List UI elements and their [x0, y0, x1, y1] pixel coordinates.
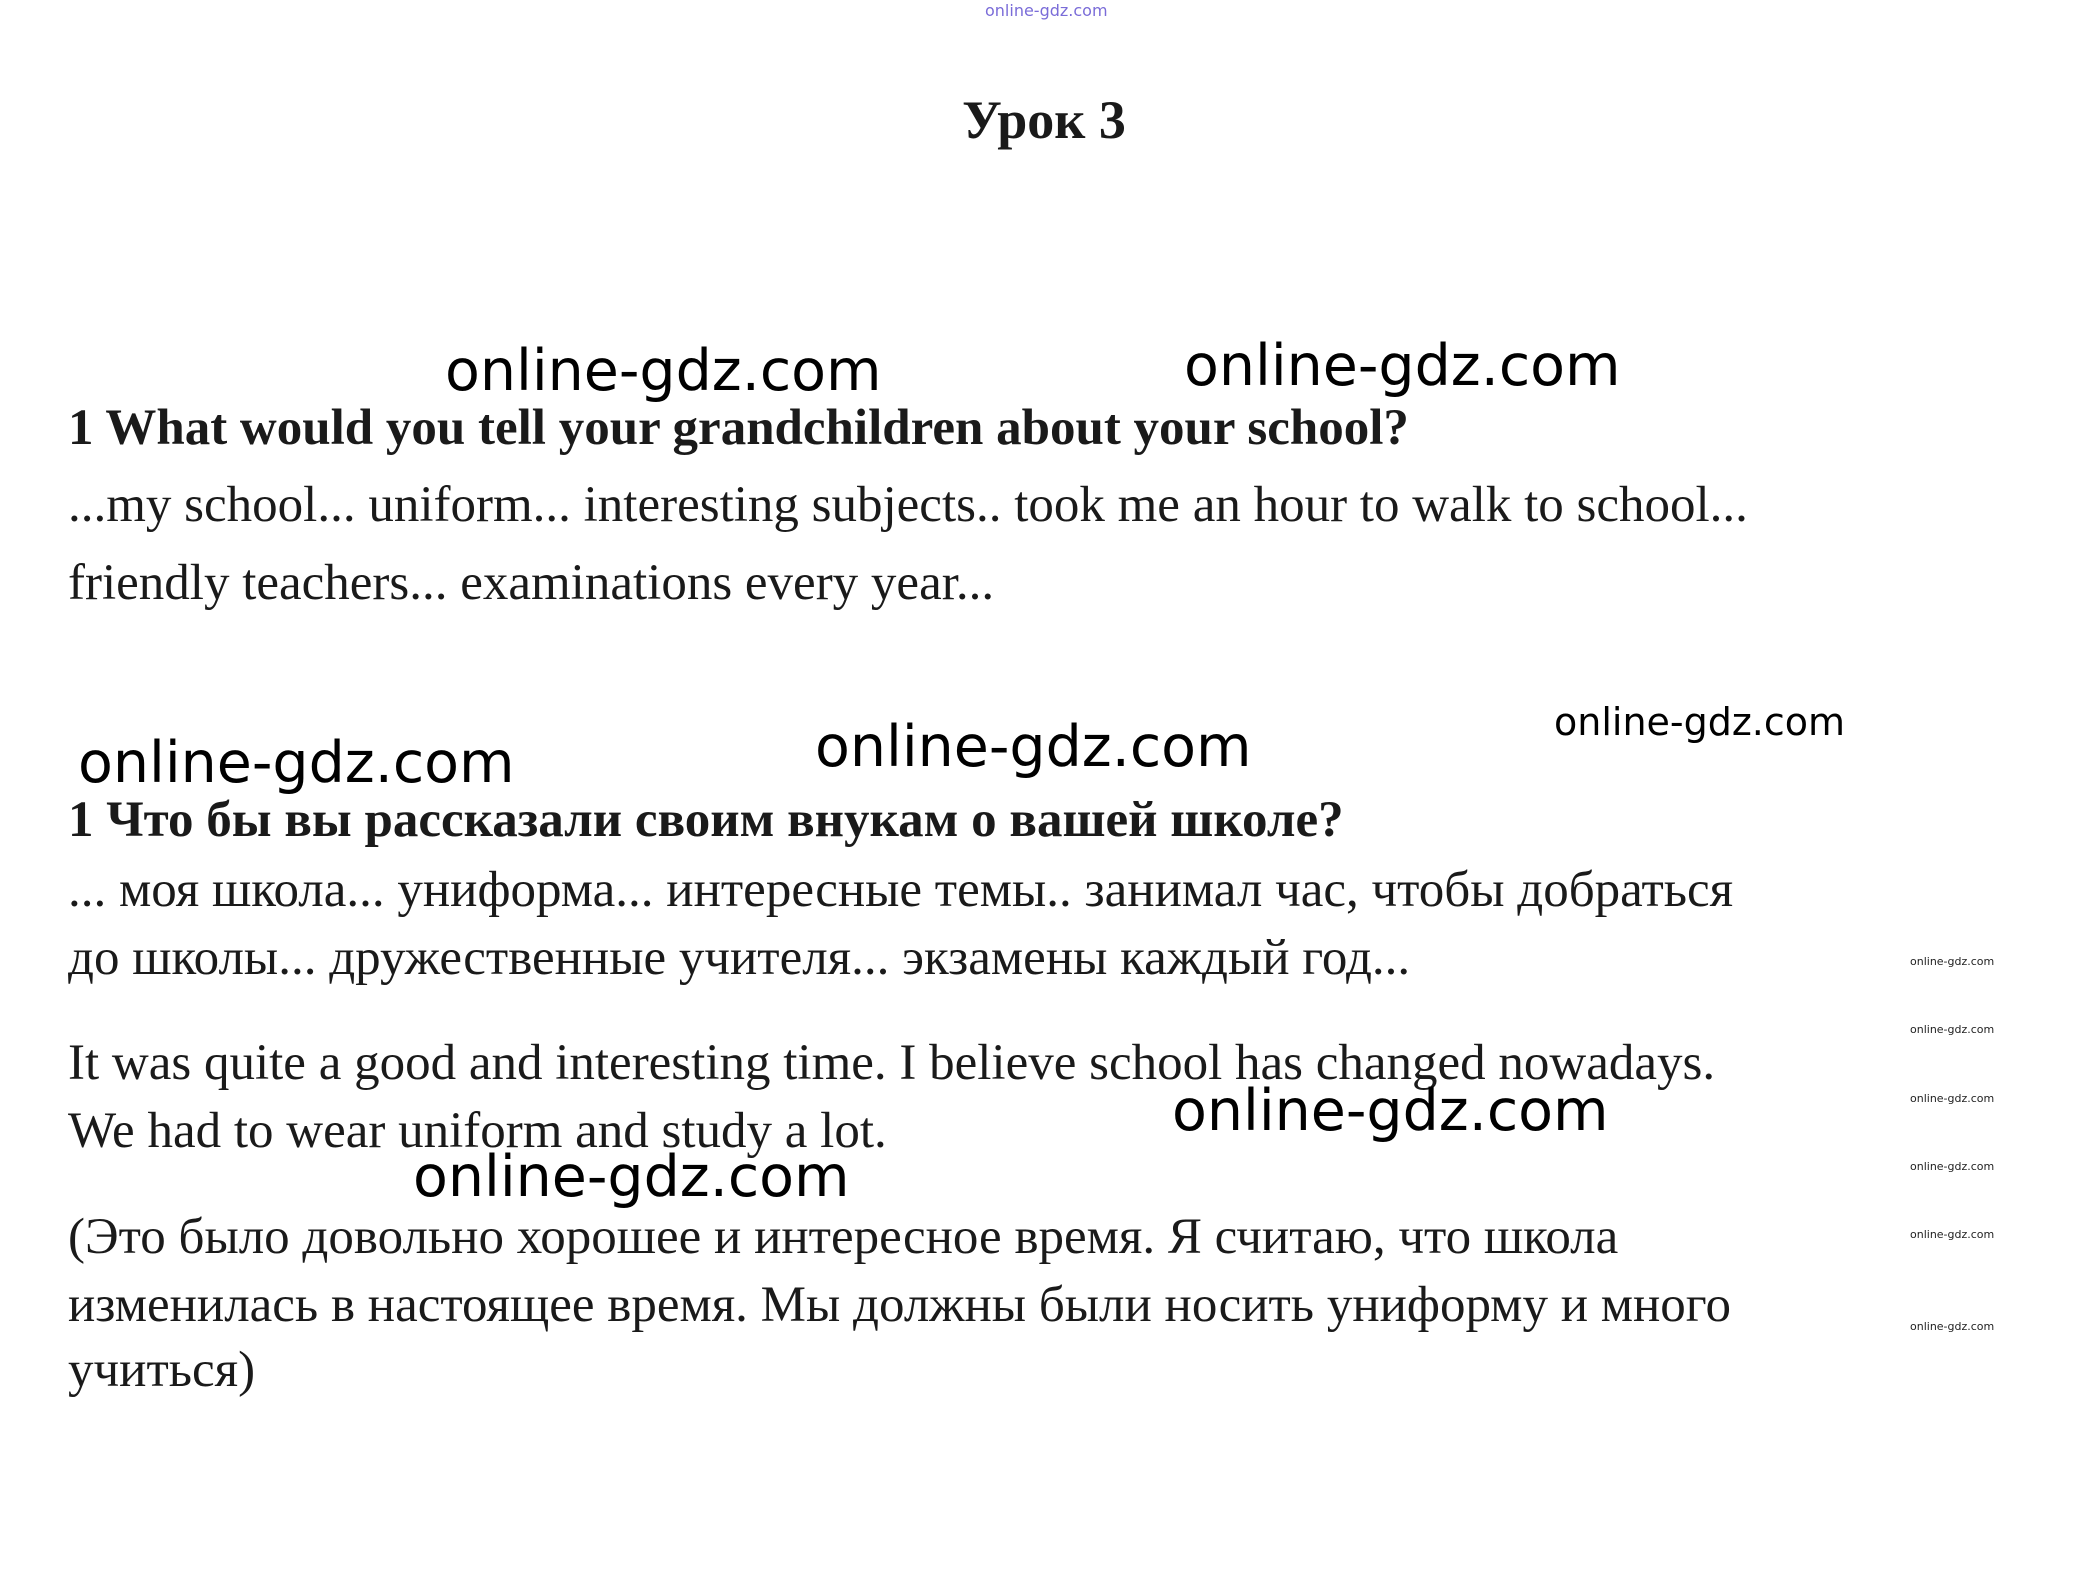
- watermark: online-gdz.com: [78, 730, 515, 796]
- exercise-text-ru-line: до школы... дружественные учителя... экзамены каждый год...: [68, 930, 1411, 986]
- watermark-small: online-gdz.com: [1910, 1023, 1995, 1036]
- watermark: online-gdz.com: [445, 338, 882, 404]
- exercise-heading-ru: 1 Что бы вы рассказали своим внукам о вашей школе?: [68, 792, 1344, 848]
- watermark: online-gdz.com: [1172, 1078, 1609, 1144]
- exercise-heading-en: 1 What would you tell your grandchildren about your school?: [68, 400, 1409, 456]
- watermark-small: online-gdz.com: [1910, 1228, 1995, 1241]
- exercise-text-en-line: friendly teachers... examinations every year...: [68, 555, 995, 611]
- exercise-text-en-line: ...my school... uniform... interesting subjects.. took me an hour to walk to school...: [68, 477, 1748, 533]
- watermark-small: online-gdz.com: [1910, 955, 1995, 968]
- watermark: online-gdz.com: [413, 1144, 850, 1210]
- watermark-top: online-gdz.com: [985, 1, 1108, 20]
- watermark: online-gdz.com: [1184, 333, 1621, 399]
- answer-text-ru-line: учиться): [68, 1342, 256, 1398]
- watermark-small: online-gdz.com: [1910, 1320, 1995, 1333]
- answer-text-ru-line: изменилась в настоящее время. Мы должны были носить униформу и много: [68, 1277, 1731, 1333]
- watermark: online-gdz.com: [815, 714, 1252, 780]
- watermark-small: online-gdz.com: [1910, 1092, 1995, 1105]
- answer-text-ru-line: (Это было довольно хорошее и интересное время. Я считаю, что школа: [68, 1209, 1619, 1265]
- answer-text-en-line: It was quite a good and interesting time. I believe school has changed nowadays.: [68, 1035, 1716, 1091]
- watermark: online-gdz.com: [1554, 700, 1846, 744]
- exercise-text-ru-line: ... моя школа... униформа... интересные темы.. занимал час, чтобы добраться: [68, 862, 1734, 918]
- watermark-small: online-gdz.com: [1910, 1160, 1995, 1173]
- answer-text-en-line: We had to wear uniform and study a lot.: [68, 1103, 887, 1159]
- page-title: Урок 3: [962, 90, 1126, 150]
